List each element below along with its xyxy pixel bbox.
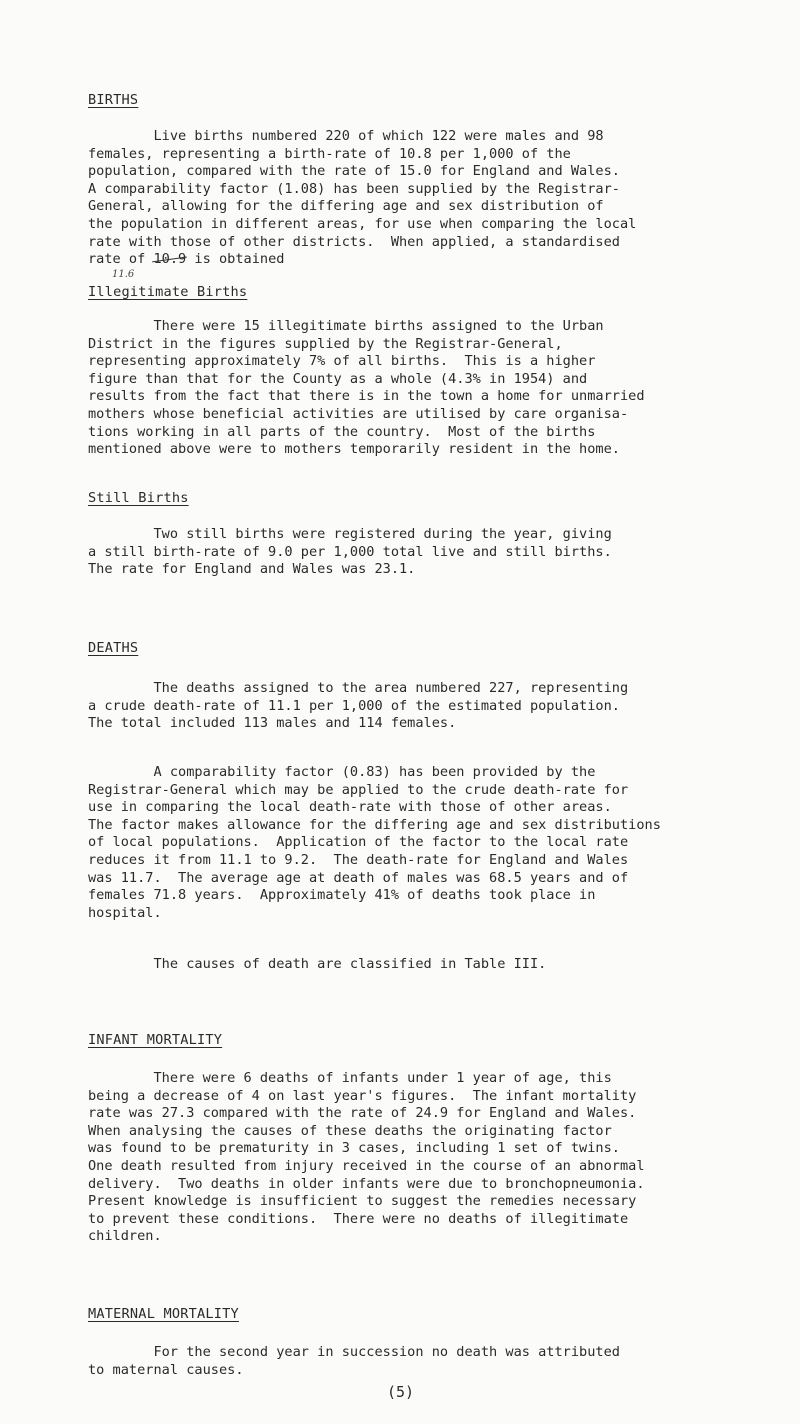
deaths-line: The causes of death are classified in Table III. [88,956,547,972]
struck-value: 10.9 [153,251,187,268]
births-line: A comparability factor (1.08) has been supplied by the Registrar- [88,180,620,197]
deaths-heading: DEATHS [88,640,139,656]
births-paragraph [88,128,778,269]
maternal-mortality-paragraph [88,1344,778,1379]
illegitimate-paragraph [88,318,778,459]
illegitimate-heading: Illegitimate Births [88,284,248,300]
maternal-line: For the second year in succession no death was attributed [88,1344,620,1360]
infant-line: was found to be prematurity in 3 cases, including 1 set of twins. [88,1140,620,1157]
still-line: The rate for England and Wales was 23.1. [88,561,416,578]
deaths-paragraph-3 [88,956,778,974]
infant-mortality-heading: INFANT MORTALITY [88,1032,223,1048]
illegitimate-line: mentioned above were to mothers temporarily resident in the home. [88,441,620,458]
deaths-line: use in comparing the local death-rate with those of other areas. [88,799,612,816]
deaths-line: A comparability factor (0.83) has been provided by the [88,764,596,780]
still-line: a still birth-rate of 9.0 per 1,000 total live and still births. [88,543,612,560]
births-line: General, allowing for the differing age and sex distribution of [88,198,604,215]
deaths-line: reduces it from 11.1 to 9.2. The death-rate for England and Wales [88,851,629,868]
infant-line: When analysing the causes of these deaths the originating factor [88,1122,612,1139]
illegitimate-line: figure than that for the County as a whole (4.3% in 1954) and [88,370,588,387]
infant-line: delivery. Two deaths in older infants were due to bronchopneumonia. [88,1175,645,1192]
deaths-line: Registrar-General which may be applied to the crude death-rate for [88,781,629,798]
births-line: Live births numbered 220 of which 122 were males and 98 [88,128,604,144]
still-births-paragraph [88,526,778,579]
illegitimate-line: There were 15 illegitimate births assigned to the Urban [88,318,604,334]
infant-line: One death resulted from injury received in the course of an abnormal [88,1157,645,1174]
infant-line: rate was 27.3 compared with the rate of 24.9 for England and Wales. [88,1105,637,1122]
deaths-paragraph-2 [88,764,778,922]
infant-line: There were 6 deaths of infants under 1 year of age, this [88,1070,612,1086]
still-line: Two still births were registered during the year, giving [88,526,612,542]
deaths-line: females 71.8 years. Approximately 41% of deaths took place in [88,887,596,904]
infant-line: children. [88,1228,162,1245]
deaths-line: The total included 113 males and 114 females. [88,715,457,732]
births-line: females, representing a birth-rate of 10.8 per 1,000 of the [88,145,571,162]
page-number: (5) [387,1383,415,1401]
deaths-line: was 11.7. The average age at death of males was 68.5 years and of [88,869,629,886]
handwritten-correction: 11.6 [112,269,135,280]
maternal-mortality-heading: MATERNAL MORTALITY [88,1306,239,1322]
infant-line: to prevent these conditions. There were no deaths of illegitimate [88,1210,629,1227]
illegitimate-line: tions working in all parts of the country. Most of the births [88,423,596,440]
births-line: population, compared with the rate of 15.0 for England and Wales. [88,163,620,180]
deaths-line: The factor makes allowance for the differing age and sex distributions [88,816,661,833]
infant-line: being a decrease of 4 on last year's figures. The infant mortality [88,1087,637,1104]
infant-line: Present knowledge is insufficient to suggest the remedies necessary [88,1193,637,1210]
births-heading: BIRTHS [88,92,139,108]
illegitimate-line: representing approximately 7% of all births. This is a higher [88,353,596,370]
illegitimate-line: results from the fact that there is in the town a home for unmarried [88,388,645,405]
deaths-line: The deaths assigned to the area numbered 227, representing [88,680,629,696]
deaths-line: of local populations. Application of the factor to the local rate [88,834,629,851]
births-line-suffix: is obtained [186,251,285,268]
births-line: the population in different areas, for use when comparing the local [88,215,637,232]
infant-mortality-paragraph [88,1070,778,1246]
still-births-heading: Still Births [88,490,189,506]
births-line-prefix: rate of [88,251,154,268]
births-line: rate with those of other districts. When applied, a standardised [88,233,620,250]
illegitimate-line: District in the figures supplied by the Registrar-General, [88,335,563,352]
maternal-line: to maternal causes. [88,1361,244,1378]
deaths-line: a crude death-rate of 11.1 per 1,000 of the estimated population. [88,697,620,714]
deaths-line: hospital. [88,904,162,921]
illegitimate-line: mothers whose beneficial activities are utilised by care organisa- [88,405,629,422]
deaths-paragraph-1 [88,680,778,733]
